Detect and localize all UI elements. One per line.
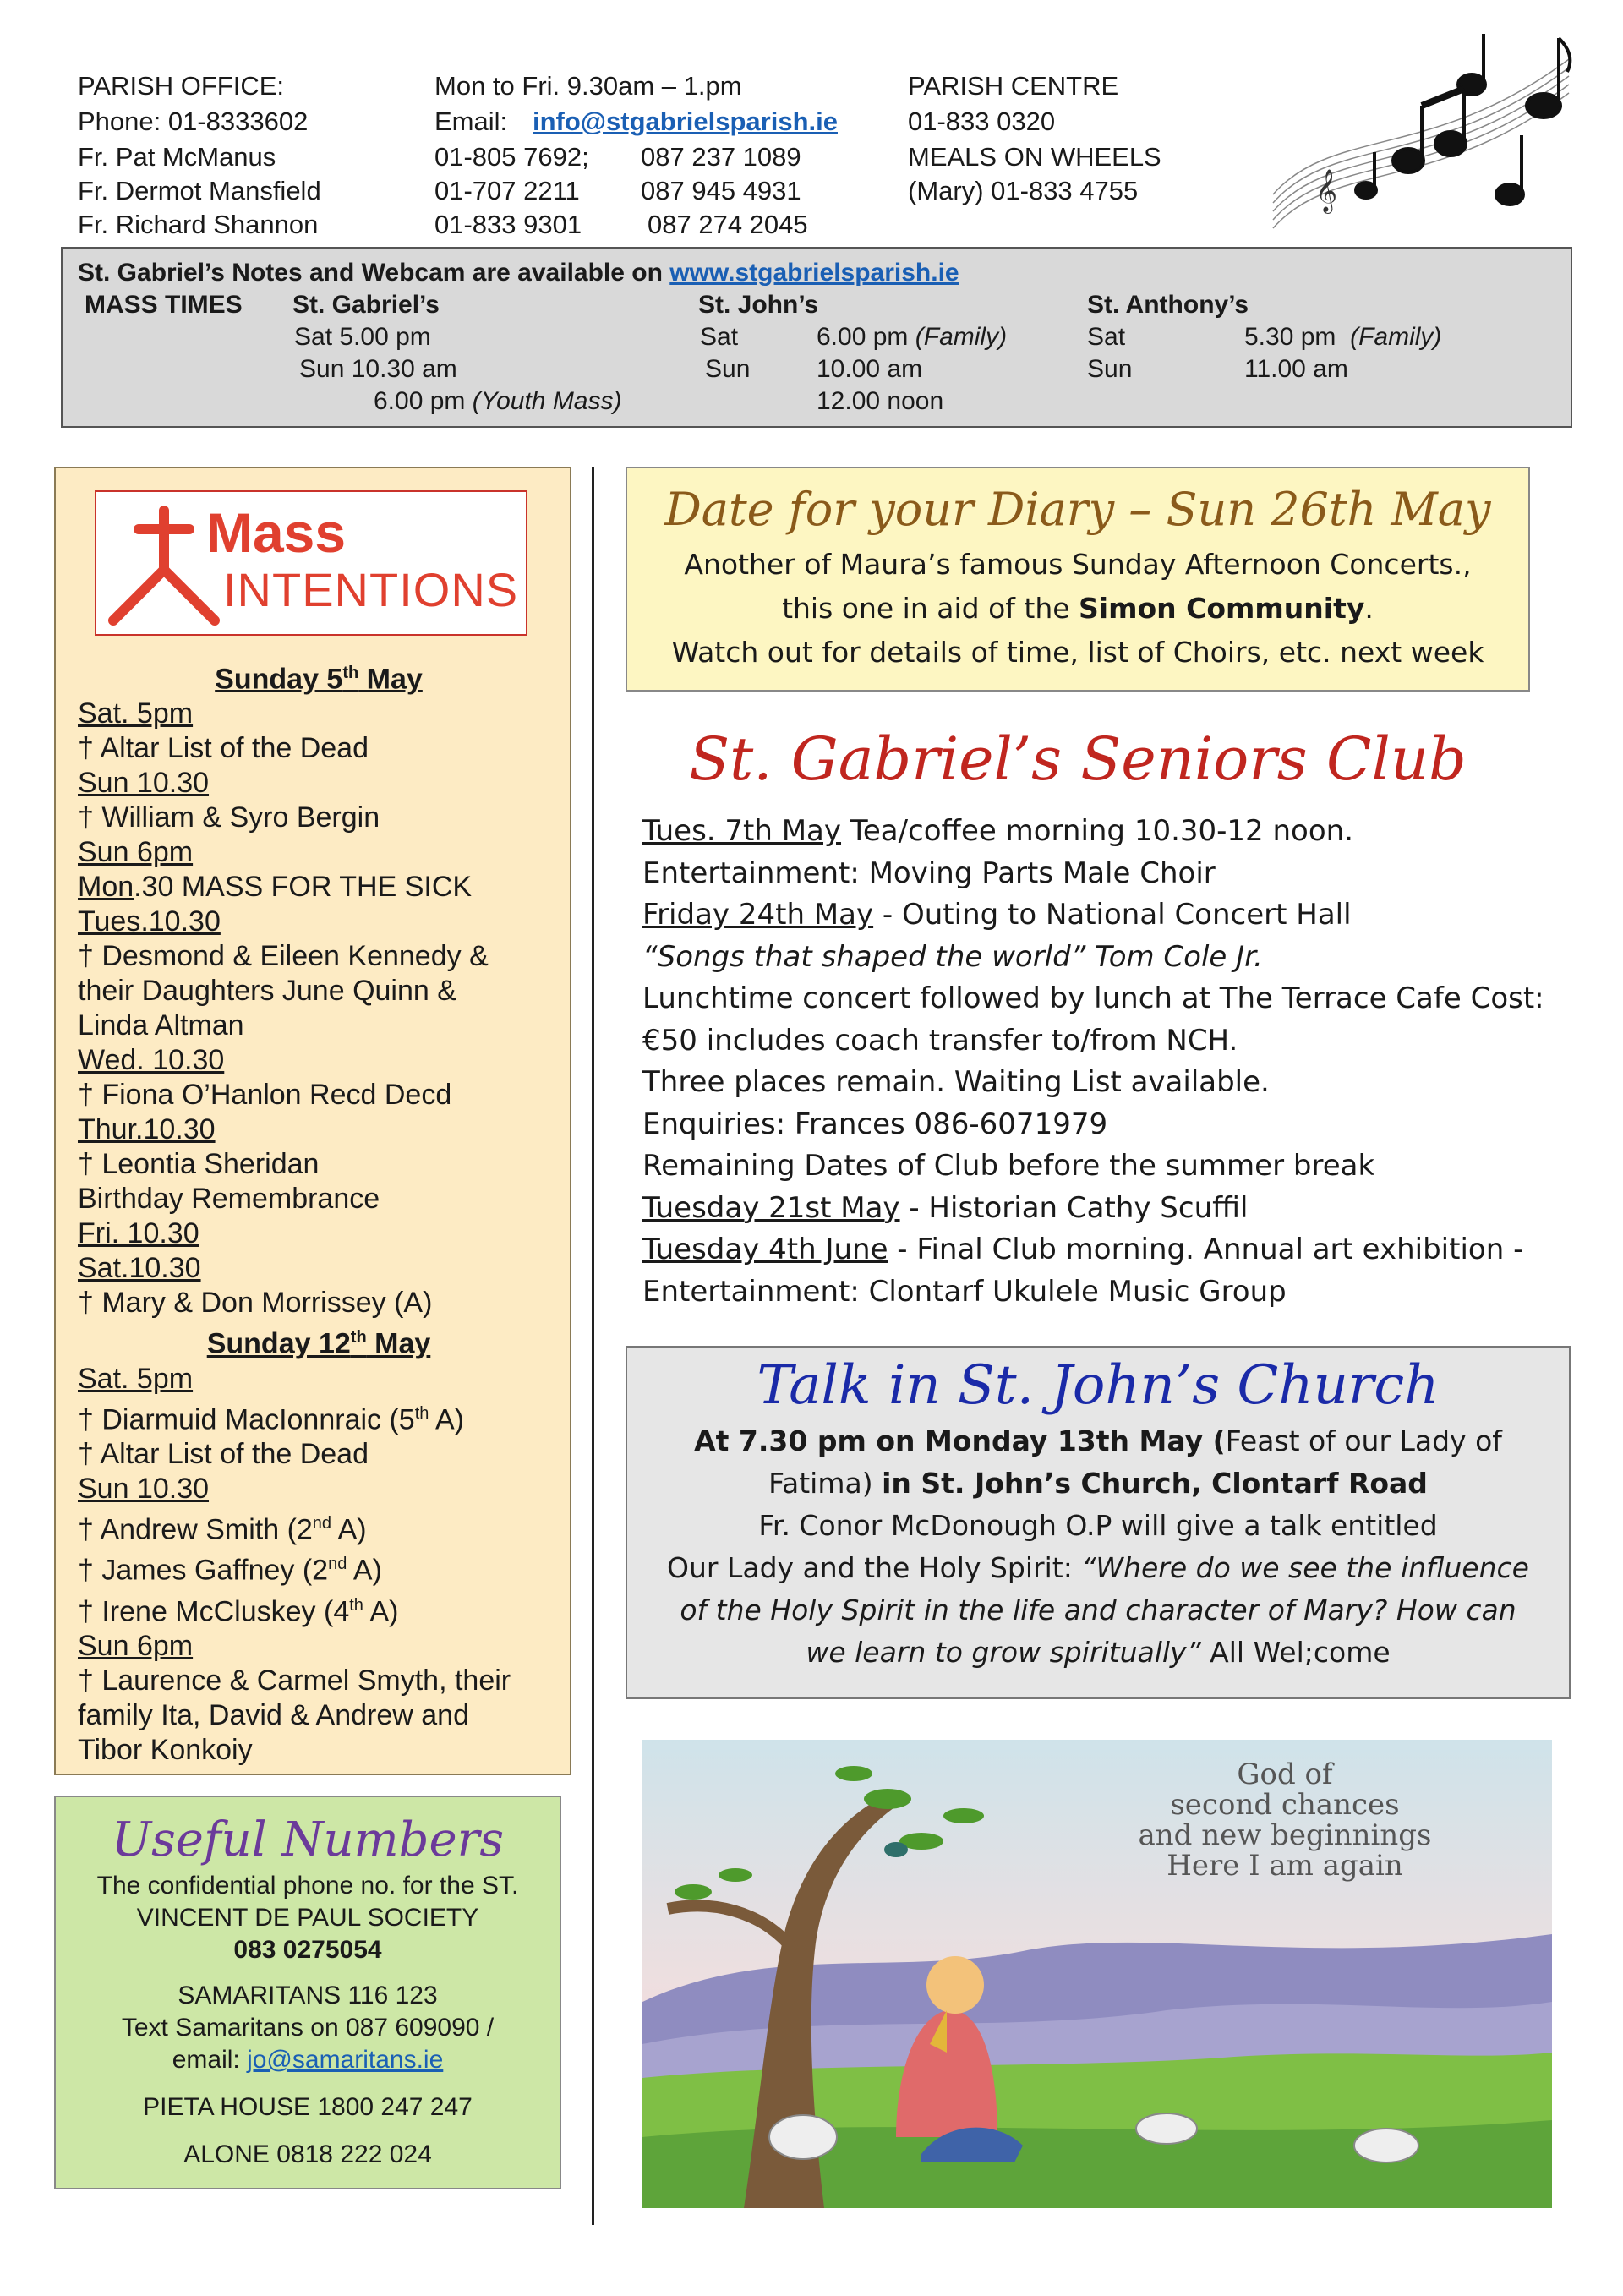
samaritans-email-link[interactable]: jo@samaritans.ie (247, 2046, 444, 2074)
st-anthonys-heading: St. Anthony’s (1087, 291, 1249, 319)
talk-line: we learn to grow spiritually” All Wel;come (806, 1636, 1391, 1669)
intention-line: Sun 10.30 (78, 1472, 210, 1505)
samaritans-email-line: email: jo@samaritans.ie (172, 2046, 444, 2074)
priest-phone: 01-805 7692; (434, 142, 589, 172)
meals-on-wheels-phone: (Mary) 01-833 4755 (908, 176, 1139, 205)
intention-line: † Altar List of the Dead (78, 732, 369, 765)
sunday-heading: Sunday 5th May (215, 663, 423, 696)
artwork-caption: and new beginnings (1138, 1818, 1432, 1852)
meals-on-wheels-label: MEALS ON WHEELS (908, 142, 1161, 172)
intention-line: Tues.10.30 (78, 905, 221, 938)
john-sun-day: Sun (705, 355, 751, 383)
samaritans-text: Text Samaritans on 087 609090 / (121, 2014, 495, 2042)
diary-title: Date for your Diary – Sun 26th May (664, 483, 1491, 536)
svp-number: 083 0275054 (233, 1936, 382, 1964)
office-hours: Mon to Fri. 9.30am – 1.pm (434, 71, 742, 101)
intention-line: † Diarmuid MacIonnraic (5th A) (78, 1402, 464, 1435)
artwork-caption: God of (1237, 1758, 1333, 1791)
intention-line: Fri. 10.30 (78, 1217, 199, 1250)
mass-times-box (61, 247, 1572, 428)
seniors-club-title: St. Gabriel’s Seniors Club (689, 724, 1467, 794)
intention-line: Tibor Konkoiy (78, 1733, 253, 1766)
intention-line: Sun 6pm (78, 836, 194, 869)
intention-line: Linda Altman (78, 1009, 244, 1042)
intention-line: † Laurence & Carmel Smyth, their (78, 1664, 511, 1697)
intention-line: Sat. 5pm (78, 697, 194, 730)
priest-name: Fr. Dermot Mansfield (78, 176, 321, 205)
intention-line: Wed. 10.30 (78, 1044, 225, 1077)
intention-line: Sat.10.30 (78, 1252, 201, 1285)
intention-line: their Daughters June Quinn & (78, 975, 456, 1008)
gabriel-youth-mass: 6.00 pm (Youth Mass) (374, 387, 622, 415)
email-label: Email: (434, 107, 508, 136)
church-cross-icon (105, 502, 223, 629)
anthony-sun-day: Sun (1087, 355, 1133, 383)
seniors-line: Friday 24th May - Outing to National Concert Hall (642, 898, 1352, 932)
lamb-icon (769, 2115, 837, 2159)
seniors-line: Entertainment: Moving Parts Male Choir (642, 856, 1216, 890)
intention-line: Sat. 5pm (78, 1362, 194, 1395)
priest-mobile: 087 274 2045 (648, 210, 808, 239)
artwork-caption: second chances (1170, 1788, 1400, 1822)
useful-numbers-box (54, 1796, 561, 2189)
seniors-line: Remaining Dates of Club before the summer break (642, 1149, 1375, 1183)
email-link[interactable]: info@stgabrielsparish.ie (533, 107, 838, 136)
diary-line: this one in aid of the Simon Community. (782, 592, 1374, 625)
seniors-line: Tues. 7th May Tea/coffee morning 10.30-12 noon. (642, 814, 1354, 848)
intention-line: † Irene McCluskey (4th A) (78, 1594, 399, 1627)
website-link[interactable]: www.stgabrielsparish.ie (669, 259, 959, 287)
mass-intentions-box (54, 467, 571, 1775)
priest-name: Fr. Richard Shannon (78, 210, 319, 239)
anthony-sat-day: Sat (1087, 323, 1126, 351)
intention-line: † Andrew Smith (2nd A) (78, 1513, 367, 1546)
useful-numbers-title: Useful Numbers (111, 1812, 505, 1867)
intention-line: Birthday Remembrance (78, 1183, 380, 1216)
mass-intentions-logo (95, 490, 527, 636)
intention-line: Mon.30 MASS FOR THE SICK (78, 871, 473, 904)
john-sat-time: 6.00 pm (Family) (817, 323, 1008, 351)
rabbit-icon (1136, 2113, 1197, 2144)
mass-times-label: MASS TIMES (85, 291, 243, 319)
intention-line: family Ita, David & Andrew and (78, 1698, 470, 1731)
john-sun-time: 10.00 am (817, 355, 923, 383)
seniors-line: Tuesday 21st May - Historian Cathy Scuffil (642, 1190, 1249, 1225)
parish-centre-phone: 01-833 0320 (908, 107, 1056, 136)
pieta-house: PIETA HOUSE 1800 247 247 (143, 2093, 473, 2121)
st-gabriels-heading: St. Gabriel’s (292, 291, 440, 319)
talk-line: Fr. Conor McDonough O.P will give a talk entitled (758, 1509, 1438, 1542)
intention-line: Thur.10.30 (78, 1113, 216, 1146)
talk-line: At 7.30 pm on Monday 13th May (Feast of our Lady of (694, 1424, 1502, 1457)
seniors-line: Tuesday 4th June - Final Club morning. Annual art exhibition - (642, 1233, 1524, 1266)
seniors-line: Entertainment: Clontarf Ukulele Music Group (642, 1274, 1287, 1309)
seniors-line: Three places remain. Waiting List available. (642, 1065, 1270, 1099)
priest-name: Fr. Pat McManus (78, 142, 276, 172)
alone-number: ALONE 0818 222 024 (183, 2140, 432, 2168)
god-of-second-chances-illustration (642, 1740, 1552, 2208)
seniors-line: Lunchtime concert followed by lunch at The Terrace Cafe Cost: (642, 981, 1544, 1015)
talk-line: Fatima) in St. John’s Church, Clontarf Road (768, 1467, 1428, 1500)
intention-line: † Altar List of the Dead (78, 1437, 369, 1470)
svg-text:𝄞: 𝄞 (1315, 169, 1338, 212)
seniors-line: Enquiries: Frances 086-6071979 (642, 1107, 1108, 1141)
diary-line: Another of Maura’s famous Sunday Afternoon Concerts., (684, 548, 1472, 581)
talk-line: Our Lady and the Holy Spirit: “Where do we see the influence (667, 1551, 1529, 1584)
sunday-heading: Sunday 12th May (206, 1327, 431, 1360)
logo-word-mass: Mass (206, 501, 347, 564)
logo-word-intentions: INTENTIONS (223, 563, 519, 616)
parish-centre-label: PARISH CENTRE (908, 71, 1119, 101)
diary-box (626, 467, 1530, 692)
intentions-list (78, 656, 560, 1768)
intention-line: † William & Syro Bergin (78, 801, 380, 834)
svp-text: VINCENT DE PAUL SOCIETY (136, 1904, 479, 1932)
office-phone: Phone: 01-8333602 (78, 107, 309, 136)
intention-line: † James Gaffney (2nd A) (78, 1554, 382, 1587)
parish-office-label: PARISH OFFICE: (78, 71, 285, 101)
intention-line: † Mary & Don Morrissey (A) (78, 1287, 433, 1320)
st-johns-heading: St. John’s (698, 291, 819, 319)
rabbit-icon (1354, 2129, 1418, 2162)
samaritans-phone: SAMARITANS 116 123 (178, 1982, 438, 2009)
seniors-line: “Songs that shaped the world” Tom Cole Jr. (642, 939, 1263, 974)
anthony-sun-time: 11.00 am (1244, 355, 1348, 383)
column-divider (592, 467, 594, 2225)
svp-text: The confidential phone no. for the ST. (96, 1872, 519, 1900)
intention-line: † Desmond & Eileen Kennedy & (78, 940, 489, 973)
anthony-sat-time: 5.30 pm (Family) (1244, 323, 1442, 351)
talk-box (626, 1346, 1571, 1699)
gabriel-sat-time: Sat 5.00 pm (294, 323, 431, 351)
talk-title: Talk in St. John’s Church (757, 1354, 1440, 1417)
intention-line: † Leontia Sheridan (78, 1148, 320, 1181)
diary-line: Watch out for details of time, list of Choirs, etc. next week (671, 636, 1484, 669)
bird-icon (884, 1842, 908, 1857)
intention-line: Sun 10.30 (78, 767, 210, 800)
priest-mobile: 087 945 4931 (641, 176, 801, 205)
john-noon-time: 12.00 noon (817, 387, 944, 415)
notes-webcam-text: St. Gabriel’s Notes and Webcam are available on www.stgabrielsparish.ie (78, 259, 959, 287)
talk-line: of the Holy Spirit in the life and character of Mary? How can (680, 1594, 1516, 1626)
priest-phone: 01-707 2211 (434, 176, 580, 205)
intention-line: † Fiona O’Hanlon Recd Decd (78, 1079, 452, 1112)
priest-mobile: 087 237 1089 (641, 142, 801, 172)
music-notes-icon (1265, 25, 1577, 237)
seniors-line: €50 includes coach transfer to/from NCH. (642, 1023, 1238, 1058)
intention-line: Sun 6pm (78, 1629, 194, 1662)
priest-phone: 01-833 9301 (434, 210, 582, 239)
artwork-caption: Here I am again (1167, 1849, 1403, 1883)
john-sat-day: Sat (700, 323, 739, 351)
gabriel-sun-time: Sun 10.30 am (299, 355, 457, 383)
